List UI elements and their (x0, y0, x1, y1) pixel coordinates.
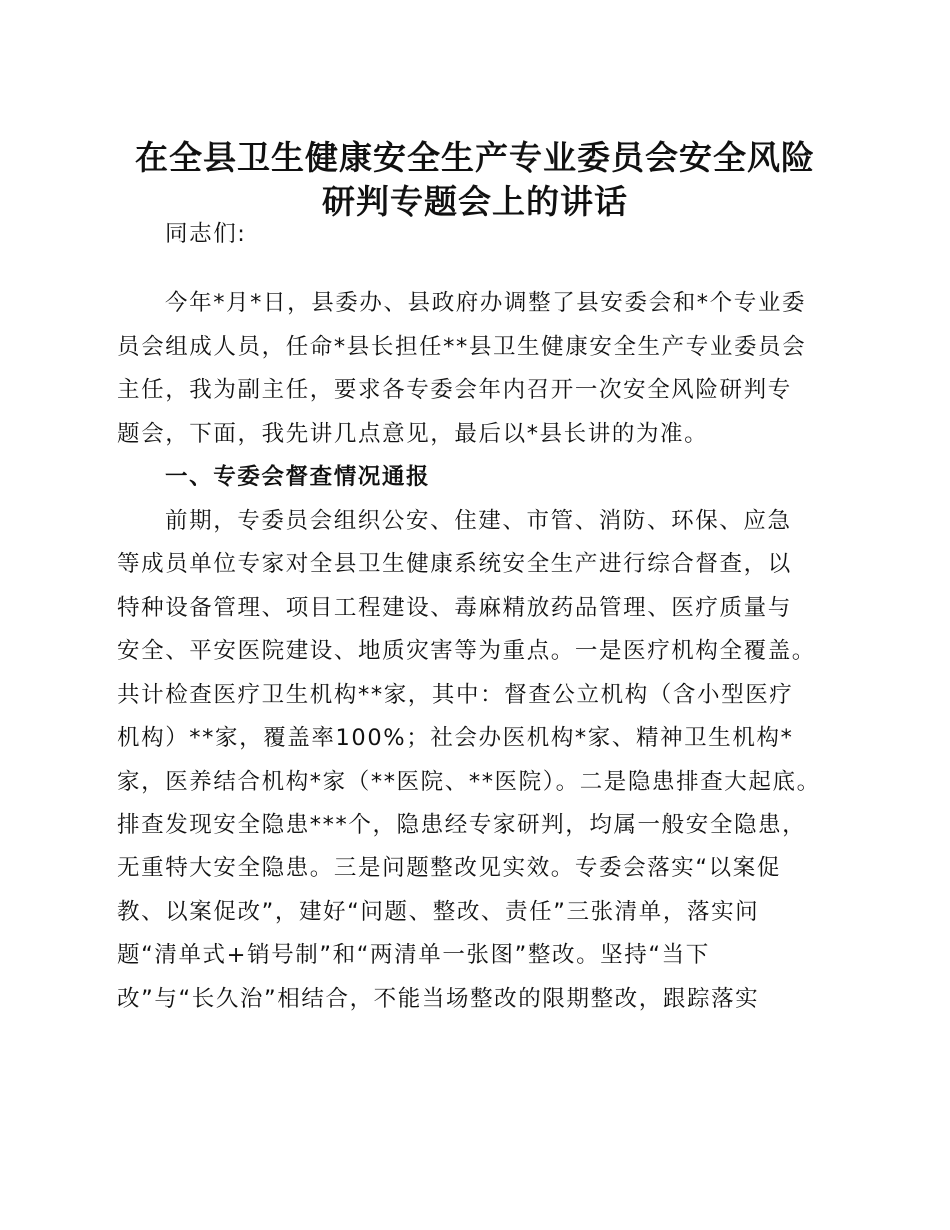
document-title-line-2: 研判专题会上的讲话 (322, 182, 628, 221)
paragraph-2-line: 无重特大安全隐患。三是问题整改见实效。专委会落实“以案促 (117, 855, 781, 881)
paragraph-2-line: 前期，专委员会组织公安、住建、市管、消防、环保、应急 (165, 508, 792, 534)
paragraph-2-line: 安全、平安医院建设、地质灾害等为重点。一是医疗机构全覆盖。 (117, 638, 816, 664)
paragraph-2-line: 机构）**家，覆盖率100%；社会办医机构*家、精神卫生机构* (117, 725, 794, 751)
document-title-line-1: 在全县卫生健康安全生产专业委员会安全风险 (135, 138, 815, 177)
paragraph-2-line: 改”与“长久治”相结合，不能当场整改的限期整改，跟踪落实 (117, 986, 760, 1012)
salutation: 同志们: (165, 221, 247, 247)
paragraph-2-line: 题“清单式+销号制”和“两清单一张图”整改。坚持“当下 (117, 942, 710, 968)
paragraph-1-line: 题会，下面，我先讲几点意见，最后以*县长讲的为准。 (117, 421, 709, 447)
paragraph-1-line: 主任，我为副主任，要求各专委会年内召开一次安全风险研判专 (117, 377, 792, 403)
paragraph-2-line: 教、以案促改”，建好“问题、整改、责任”三张清单，落实问 (117, 899, 760, 925)
paragraph-1-line: 员会组成人员，任命*县长担任**县卫生健康安全生产专业委员会 (117, 334, 807, 360)
paragraph-2-line: 排查发现安全隐患***个，隐患经专家研判，均属一般安全隐患， (117, 812, 807, 838)
paragraph-2-line: 等成员单位专家对全县卫生健康系统安全生产进行综合督查，以 (117, 551, 792, 577)
paragraph-2-line: 家，医养结合机构*家（**医院、**医院）。二是隐患排查大起底。 (117, 769, 821, 795)
paragraph-2-line: 特种设备管理、项目工程建设、毒麻精放药品管理、医疗质量与 (117, 595, 792, 621)
section-1-heading: 一、专委会督查情况通报 (165, 464, 431, 490)
paragraph-2-line: 共计检查医疗卫生机构**家，其中：督查公立机构（含小型医疗 (117, 682, 794, 708)
paragraph-1-line: 今年*月*日，县委办、县政府办调整了县安委会和*个专业委 (165, 290, 807, 316)
